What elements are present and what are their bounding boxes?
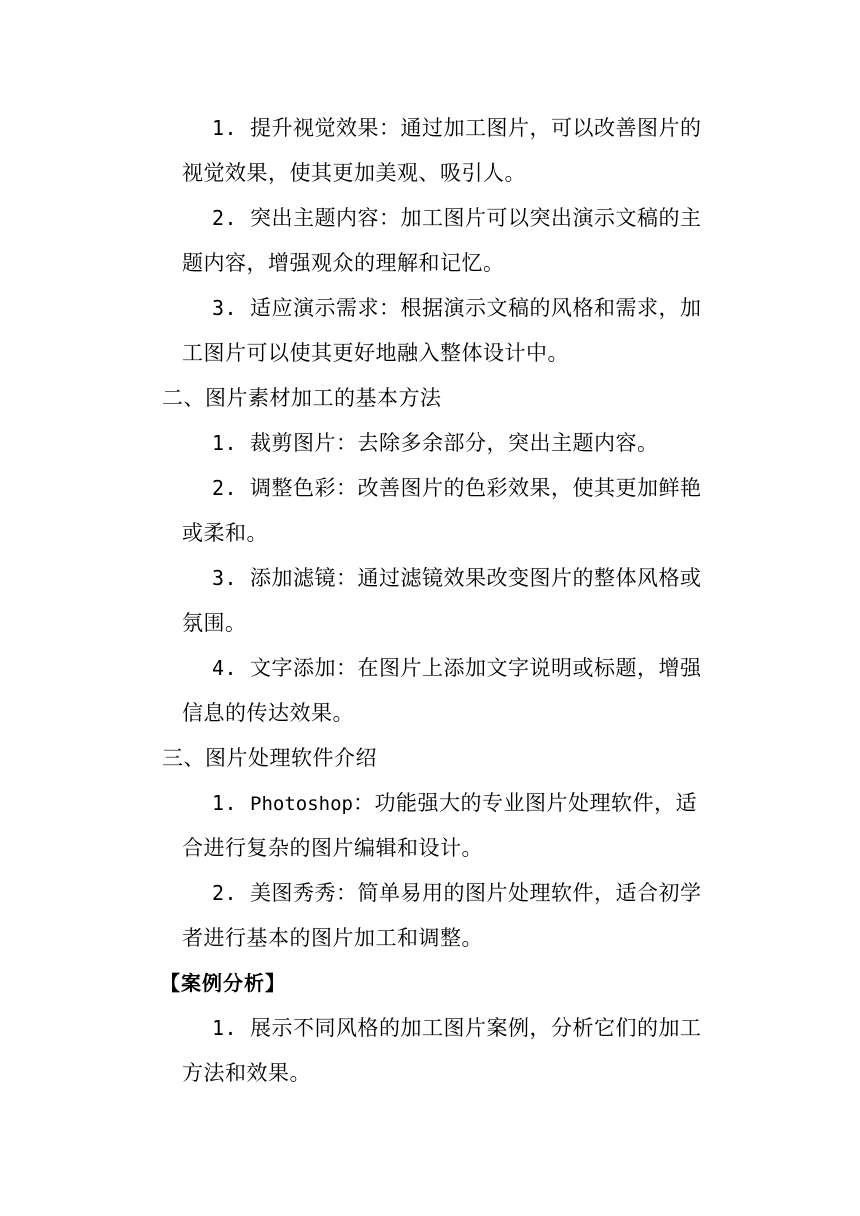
item-text-continued: 视觉效果，使其更加美观、吸引人。 bbox=[182, 161, 526, 185]
item-text-continued: 合进行复杂的图片编辑和设计。 bbox=[182, 836, 483, 860]
item-text: 根据演示文稿的风格和需求，加 bbox=[400, 296, 702, 320]
item-number: 2. bbox=[212, 881, 238, 905]
item-number: 1. bbox=[212, 431, 238, 455]
item-text: 调整色彩：改善图片的色彩效果，使其更加鲜艳 bbox=[250, 476, 702, 500]
item-text-continued: 者进行基本的图片加工和调整。 bbox=[182, 926, 483, 950]
item-text-continued: 氛围。 bbox=[182, 611, 247, 635]
item-number: 1. bbox=[212, 1016, 238, 1040]
item-text-continued: 题内容，增强观众的理解和记忆。 bbox=[182, 251, 505, 275]
item-text: 通过加工图片，可以改善图片的 bbox=[400, 116, 702, 140]
item-text: 添加滤镜：通过滤镜效果改变图片的整体风格或 bbox=[250, 566, 702, 590]
item-text-continued: 信息的传达效果。 bbox=[182, 701, 354, 725]
item-text-continued: 工图片可以使其更好地融入整体设计中。 bbox=[182, 341, 569, 365]
item-text-continued: 方法和效果。 bbox=[182, 1061, 311, 1085]
item-number: 1. bbox=[212, 116, 238, 140]
item-number: 1. bbox=[212, 791, 238, 815]
item-text: 文字添加：在图片上添加文字说明或标题，增强 bbox=[250, 656, 702, 680]
item-text: 展示不同风格的加工图片案例，分析它们的加工 bbox=[250, 1016, 702, 1040]
item-text: 加工图片可以突出演示文稿的主 bbox=[400, 206, 702, 230]
item-number: 3. bbox=[212, 566, 238, 590]
item-number: 2. bbox=[212, 476, 238, 500]
item-number: 3. bbox=[212, 296, 238, 320]
item-number: 2. bbox=[212, 206, 238, 230]
item-heading: Photoshop bbox=[250, 793, 353, 815]
section-heading: 三、图片处理软件介绍 bbox=[162, 746, 377, 770]
case-heading: 【案例分析】 bbox=[160, 971, 286, 995]
item-heading: 提升视觉效果： bbox=[250, 116, 401, 140]
item-text: ：功能强大的专业图片处理软件，适 bbox=[352, 791, 697, 815]
item-text: 美图秀秀：简单易用的图片处理软件，适合初学 bbox=[250, 881, 702, 905]
section-heading: 二、图片素材加工的基本方法 bbox=[162, 386, 442, 410]
item-heading: 适应演示需求： bbox=[250, 296, 401, 320]
item-heading: 突出主题内容： bbox=[250, 206, 401, 230]
item-number: 4. bbox=[212, 656, 238, 680]
item-text-continued: 或柔和。 bbox=[182, 521, 268, 545]
item-text: 裁剪图片：去除多余部分，突出主题内容。 bbox=[250, 431, 659, 455]
